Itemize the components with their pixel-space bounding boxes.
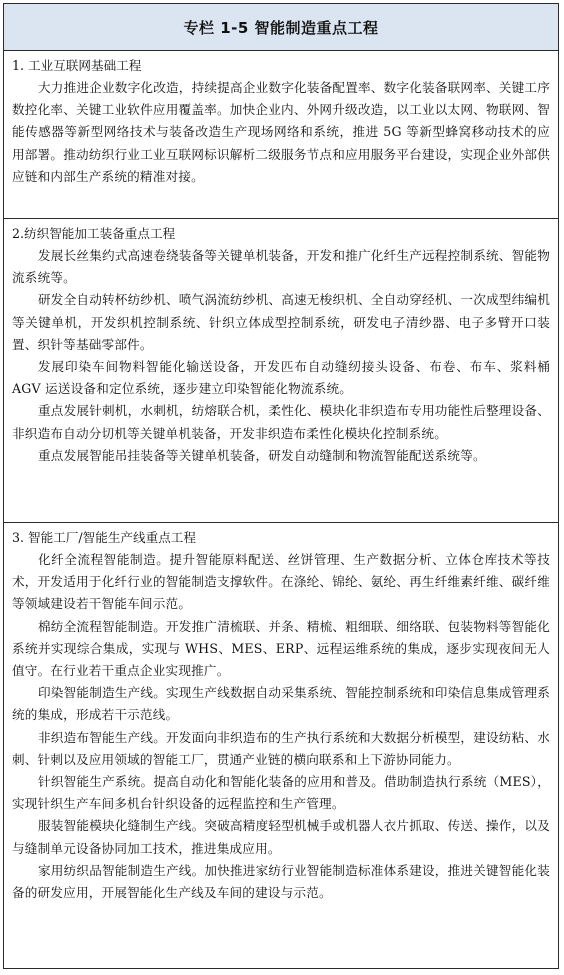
section-paragraph: 重点发展针刺机，水刺机，纺熔联合机，柔性化、模块化非织造布专用功能性后整理设备、非织造布自动分切机等关键单机装备，开发非织造布柔性化模块化控制系统。	[12, 403, 550, 441]
section-smart-factory	[4, 523, 558, 971]
section-paragraph: 发展长丝集约式高速卷绕装备等关键单机装备，开发和推广化纤生产远程控制系统、智能物流系统等。	[12, 248, 550, 286]
section-heading: 1. 工业互联网基础工程	[12, 58, 142, 73]
section-paragraph: 研发全自动转杯纺纱机、喷气涡流纺纱机、高速无梭织机、全自动穿经机、一次成型纬编机等关键单机，开发织机控制系统、针织立体成型控制系统，研发电子清纱器、电子多臂开口装置、织针等基础零部件。	[12, 292, 550, 352]
column-title: 专栏 1-5 智能制造重点工程	[4, 4, 558, 51]
section-textile-equipment	[4, 219, 558, 523]
section-heading: 3. 智能工厂/智能生产线重点工程	[12, 530, 196, 545]
section-paragraph: 棉纺全流程智能制造。开发推广清梳联、并条、精梳、粗细联、细络联、包装物料等智能化系统并实现综合集成，实现与 WHS、MES、ERP、远程运维系统的集成，逐步实现夜间无人值守。在行业若干重点企业实现推广。	[12, 618, 550, 679]
section-paragraph: 发展印染车间物料智能化输送设备，开发匹布自动缝纫接头设备、布卷、布车、浆料桶 AGV 运送设备和定位系统，逐步建立印染智能化物流系统。	[12, 359, 550, 397]
section-industrial-internet	[4, 51, 558, 219]
section-paragraph: 针织智能生产系统。提高自动化和智能化装备的应用和普及。借助制造执行系统（MES），实现针织生产车间多机台针织设备的远程监控和生产管理。	[12, 774, 550, 812]
section-paragraph: 家用纺织品智能制造生产线。加快推进家纺行业智能制造标准体系建设，推进关键智能化装备的研发应用，开展智能化生产线及车间的建设与示范。	[12, 862, 550, 901]
section-paragraph: 服装智能模块化缝制生产线。突破高精度轻型机械手或机器人衣片抓取、传送、操作，以及与缝制单元设备协同加工技术，推进集成应用。	[12, 818, 550, 856]
section-paragraph: 化纤全流程智能制造。提升智能原料配送、丝饼管理、生产数据分析、立体仓库技术等技术，开发适用于化纤行业的智能制造支撑软件。在涤纶、锦纶、氨纶、再生纤维素纤维、碳纤维等领域建设若干智能车间示范。	[12, 552, 550, 612]
column-box	[3, 3, 559, 969]
section-heading: 2.纺织智能加工装备重点工程	[12, 226, 176, 241]
section-paragraph: 印染智能制造生产线。实现生产线数据自动采集系统、智能控制系统和印染信息集成管理系统的集成，形成若干示范线。	[12, 685, 550, 723]
section-paragraph: 非织造布智能生产线。开发面向非织造布的生产执行系统和大数据分析模型，建设纺粘、水刺、针刺以及应用领域的智能工厂，贯通产业链的横向联系和上下游协同能力。	[12, 729, 550, 767]
section-paragraph: 重点发展智能吊挂装备等关键单机装备，研发自动缝制和物流智能配送系统等。	[38, 447, 486, 463]
section-paragraph: 大力推进企业数字化改造，持续提高企业数字化装备配置率、数字化装备联网率、关键工序数控化率、关键工业软件应用覆盖率。加快企业内、外网升级改造，以工业以太网、物联网、智能传感器等新型网络技术与装备改造生产现场网络和系统，推进 5G 等新型蜂窝移动技术的应用部署。推动纺织行业工业互联网标识解析二级服务节点和应用服务平台建设，实现企业外部供应链和内部生产系统的精准对接。	[12, 80, 550, 184]
